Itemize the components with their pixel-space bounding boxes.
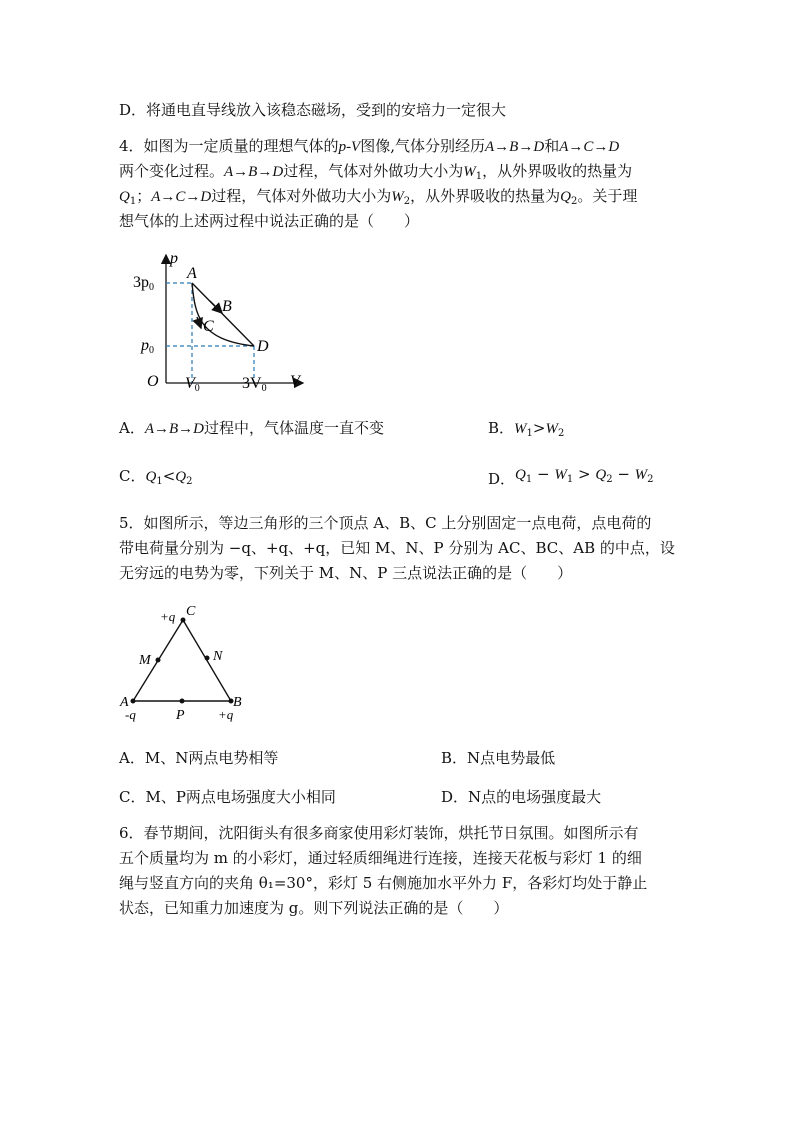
- q4-text-3d: 。关于理: [577, 187, 638, 205]
- q4-option-d-w2-sub: 2: [647, 474, 654, 485]
- point-n-label: N: [213, 649, 223, 664]
- q4-option-a-path: A→B→D: [144, 421, 205, 437]
- q4-option-c[interactable]: [119, 466, 193, 492]
- q4-option-d-minus1: −: [532, 465, 555, 483]
- q4-line-2: [119, 161, 632, 187]
- q5-triangle-figure: [115, 600, 255, 725]
- q4-option-d-w1: W: [554, 467, 567, 483]
- q4-text-2c: ，从外界吸收的热量为: [482, 162, 633, 180]
- q4-text-2b: 过程，气体对外做功大小为: [283, 162, 464, 180]
- q4-w1-sub: 1: [475, 171, 483, 182]
- q4-line-4: 想气体的上述两过程中说法正确的是（ ）: [119, 212, 420, 230]
- q4-text-1a: 如图为一定质量的理想气体的: [143, 137, 339, 155]
- prev-option-d: D．将通电直导线放入该稳态磁场，受到的安培力一定很大: [119, 101, 507, 119]
- q4-option-c-q2-sub: 2: [186, 476, 193, 487]
- q4-number: 4．: [119, 137, 144, 155]
- q4-option-b-w1-sub: 1: [526, 428, 533, 439]
- y-bottom-sub: 0: [149, 345, 154, 356]
- q4-option-b-label: B．: [488, 419, 515, 437]
- q4-option-a-label: A．: [119, 419, 145, 437]
- point-c-label: C: [203, 318, 214, 335]
- y-bottom-text: p: [141, 337, 149, 354]
- q4-option-c-q2: Q: [175, 469, 187, 485]
- x-left-label: [185, 375, 200, 394]
- charge-c-label: +q: [160, 609, 176, 624]
- charge-a-label: -q: [125, 707, 136, 722]
- q4-option-a-text: 过程中，气体温度一直不变: [204, 419, 385, 437]
- q4-path2: A→C→D: [559, 139, 620, 155]
- q4-option-b-w2-sub: 2: [557, 428, 565, 439]
- q5-line-1: 5．如图所示，等边三角形的三个顶点 A、B、C 上分别固定一点电荷，点电荷的: [119, 514, 652, 532]
- point-m-label: M: [139, 653, 151, 668]
- point-b-label: B: [222, 298, 232, 315]
- arrow-b: [210, 301, 222, 313]
- p-axis-label: p: [170, 250, 178, 267]
- q5-line-2: 带电荷量分别为 −q、+q、+q，已知 M、N、P 分别为 AC、BC、AB 的中点，设: [119, 539, 675, 557]
- point-p-dot: [180, 699, 185, 704]
- y-top-text: 3p: [133, 274, 149, 291]
- q4-text-3b: 过程，气体对外做功大小为: [211, 187, 392, 205]
- charge-c-dot: [181, 618, 186, 623]
- q4-option-d-w1-sub: 1: [566, 474, 574, 485]
- q4-pv-graph: [125, 245, 315, 395]
- y-top-label: [133, 274, 154, 293]
- x-left-text: V: [185, 375, 195, 392]
- q4-w2-sub: 2: [403, 196, 411, 207]
- q6-line-4: 状态，已知重力加速度为 g。则下列说法正确的是（ ）: [119, 899, 509, 917]
- q6-line-3: 绳与竖直方向的夹角 θ₁=30°，彩灯 5 右侧施加水平外力 F，各彩灯均处于静止: [119, 874, 648, 892]
- charge-a-dot: [131, 699, 136, 704]
- q4-text-3c: ，从外界吸收的热量为: [410, 187, 561, 205]
- point-p-label: P: [176, 708, 185, 723]
- q5-option-a[interactable]: A．M、N两点电势相等: [119, 749, 279, 767]
- q4-path1-b: A→B→D: [224, 164, 284, 180]
- v-axis-label: V: [290, 373, 300, 390]
- q6-line-1: 6．春节期间，沈阳街头有很多商家使用彩灯装饰，烘托节日氛围。如图所示有: [119, 824, 639, 842]
- q4-and: 和: [544, 137, 560, 155]
- q4-w2: W: [391, 189, 404, 205]
- x-right-sub: 0: [261, 383, 267, 394]
- q4-q1: Q: [119, 189, 130, 205]
- q5-option-c[interactable]: C．M、P两点电场强度大小相同: [119, 788, 336, 806]
- q4-pv: p-V: [338, 139, 361, 155]
- q4-option-d-w2: W: [634, 467, 648, 483]
- q4-option-d-q2-sub: 2: [606, 474, 613, 485]
- q4-option-d-label: D．: [488, 470, 516, 488]
- point-m-dot: [156, 658, 161, 663]
- q4-option-d-q2: Q: [595, 467, 607, 483]
- q4-option-a[interactable]: [119, 418, 384, 439]
- y-bottom-label: [140, 337, 154, 356]
- q6-line-2: 五个质量均为 m 的小彩灯，通过轻质细绳进行连接，连接天花板与彩灯 1 的细: [119, 849, 642, 867]
- point-a-label: A: [187, 265, 197, 282]
- q4-option-d-op: >: [573, 465, 596, 483]
- q4-path1: A→B→D: [485, 139, 545, 155]
- q4-w1: W: [463, 164, 476, 180]
- q4-option-d[interactable]: [488, 464, 654, 490]
- q4-line-1: [119, 136, 619, 157]
- x-right-text: 3V: [242, 375, 262, 392]
- q4-line-3: [119, 186, 637, 212]
- q4-option-d-minus2: −: [612, 465, 635, 483]
- charge-b-label: +q: [218, 707, 234, 722]
- vertex-c-label: C: [186, 604, 196, 619]
- q5-line-3: 无穷远的电势为零，下列关于 M、N、P 三点说法正确的是（ ）: [119, 564, 573, 582]
- vertex-a-label: A: [120, 695, 129, 710]
- q4-text-2a: 两个变化过程。: [119, 162, 225, 180]
- q4-text-3a: ；: [136, 187, 152, 205]
- x-right-label: [242, 375, 267, 394]
- point-n-dot: [205, 656, 210, 661]
- q4-option-b-op: >: [532, 419, 546, 437]
- q4-option-b-w1: W: [514, 421, 527, 437]
- y-top-sub: 0: [149, 282, 154, 293]
- q4-option-c-q1: Q: [145, 469, 157, 485]
- q4-option-c-op: <: [162, 467, 176, 485]
- q4-option-b-w2: W: [545, 421, 558, 437]
- q5-option-d[interactable]: D．N点的电场强度最大: [441, 788, 602, 806]
- q4-option-d-q1-sub: 1: [525, 474, 533, 485]
- q4-option-d-q1: Q: [515, 467, 526, 483]
- q4-option-b[interactable]: [488, 418, 564, 444]
- q4-text-1b: 图像,气体分别经历: [360, 137, 486, 155]
- origin-label: O: [147, 373, 159, 390]
- q4-option-c-q1-sub: 1: [156, 476, 163, 487]
- q4-q1-sub: 1: [129, 196, 137, 207]
- q4-q2: Q: [560, 189, 571, 205]
- point-d-label: D: [257, 338, 269, 355]
- x-left-sub: 0: [194, 383, 200, 394]
- q4-path2-b: A→C→D: [151, 189, 212, 205]
- q4-q2-sub: 2: [570, 196, 578, 207]
- vertex-b-label: B: [233, 695, 242, 710]
- q5-option-b[interactable]: B．N点电势最低: [441, 749, 556, 767]
- q4-option-c-label: C．: [119, 467, 146, 485]
